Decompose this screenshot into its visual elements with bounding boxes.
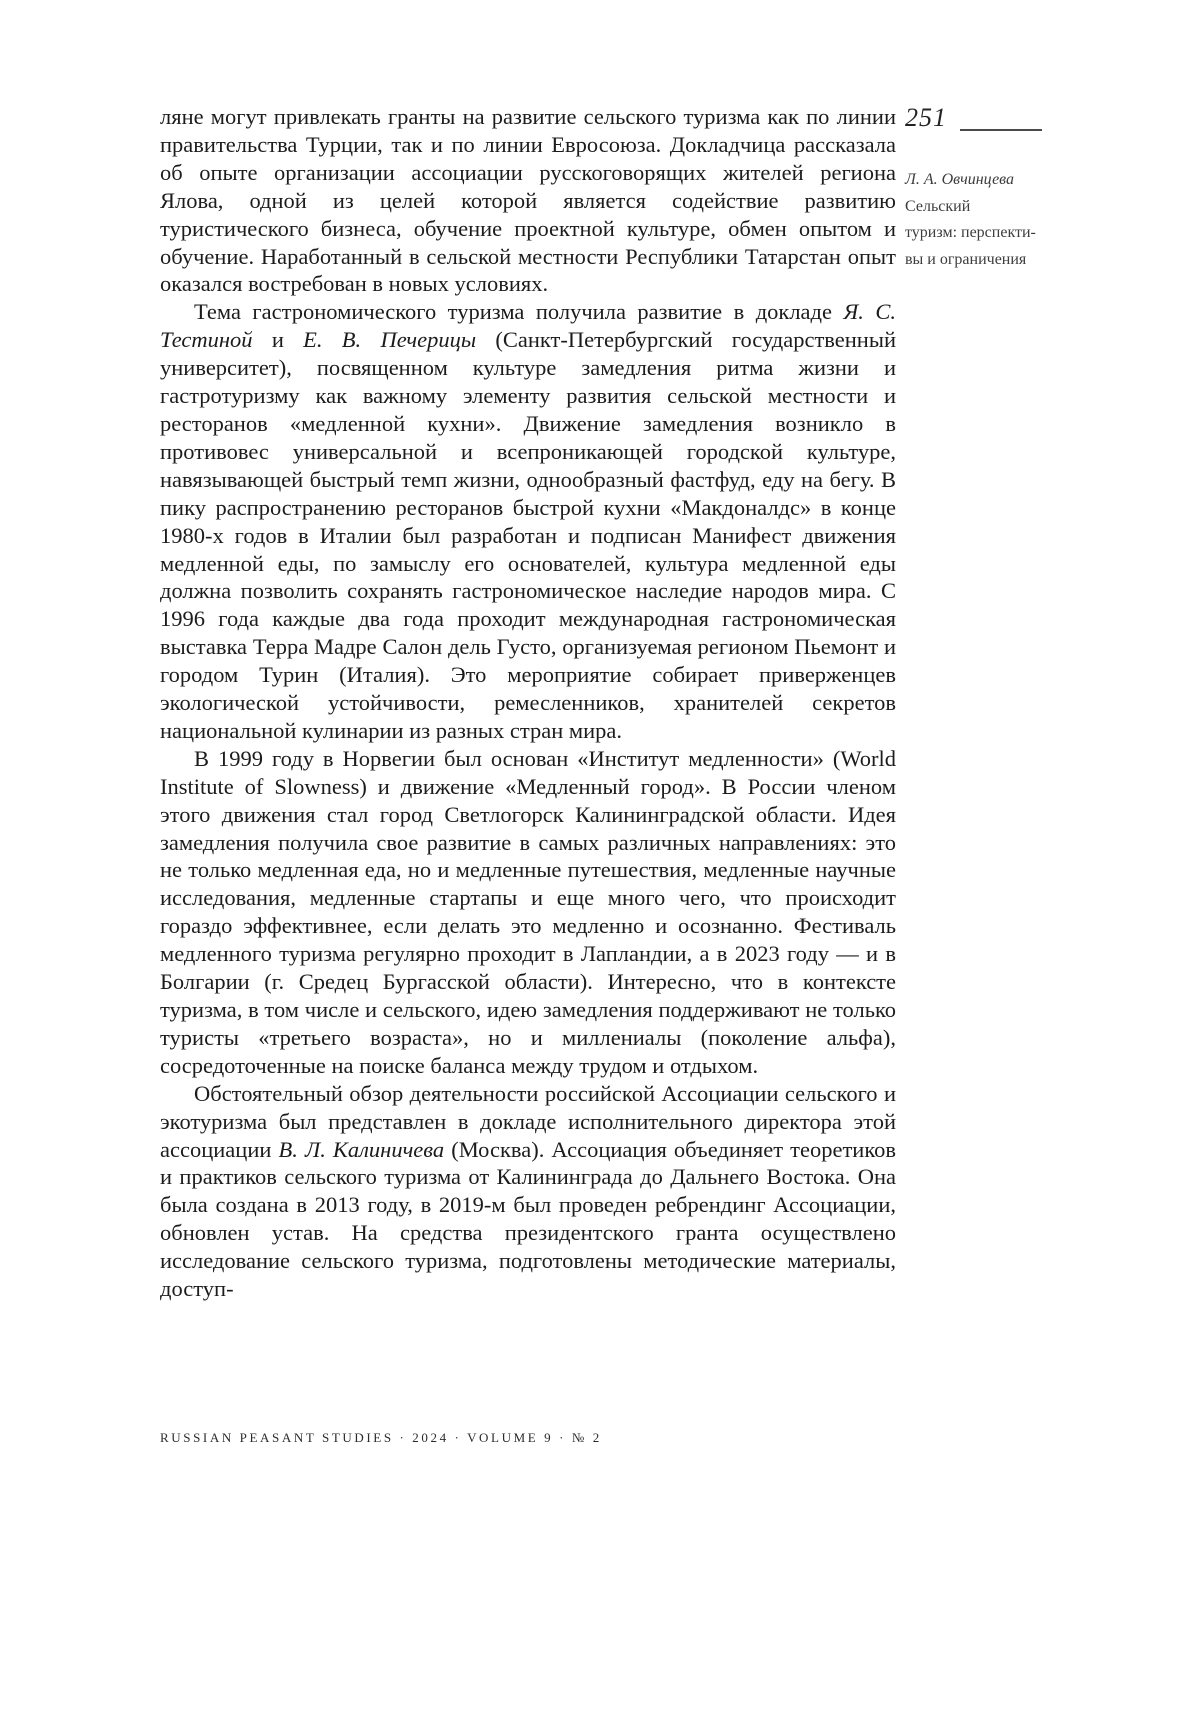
paragraph-2-conjunction: и [252, 327, 304, 353]
speaker-name-testina: Я. С. Тестиной [160, 299, 897, 353]
body-text-column [160, 103, 896, 1303]
running-head-title [905, 194, 1055, 274]
margin-note [905, 167, 1055, 273]
running-head-author: Л. А. Овчинцева [905, 171, 1015, 188]
journal-footer [160, 1430, 602, 1446]
paragraph-1-text: ляне могут привлекать гранты на развитие сельского туризма как по линии правительства Турции, так и по линии Евросоюза. Докладчица рассказала об опыте организации ассоциации русскоговорящих жителей региона Ялова, одной из целей которой является содействие развитию туристического бизнеса, обучение проектной культуре, обмен опытом и обучение. Наработанный в сельской местности Республики Татарстан опыт оказался востребован в новых условиях. [160, 104, 896, 297]
running-head-title-line-1: Сельский [905, 197, 971, 215]
paragraph-2 [160, 298, 896, 745]
paragraph-1 [160, 103, 896, 298]
paragraph-2-rest: (Санкт-Петербургский государственный университет), посвященном культуре замедления ритма жизни и гастротуризму как важному элементу развития сельской местности и ресторанов «медленной кухни». Движение замедления возникло в противовес универсальной и всепроникающей городской культуре, навязывающей быстрый темп жизни, однообразный фастфуд, еду на бегу. В пику распространению ресторанов быстрой кухни «Макдоналдс» в конце 1980-х годов в Италии был разработан и подписан Манифест движения медленной еды, по замыслу его основателей, культура медленной еды должна позволить сохранять гастрономическое наследие народов мира. С 1996 года каждые два года проходит международная гастрономическая выставка Терра Мадре Салон дель Густо, организуемая регионом Пьемонт и городом Турин (Италия). Это мероприятие собирает приверженцев экологической устойчивости, ремесленников, хранителей секретов национальной кулинарии из разных стран мира. [160, 327, 897, 743]
page-number: 251 [905, 103, 947, 132]
running-head-title-line-3: вы и ограничения [905, 250, 1027, 268]
speaker-name-kalinichev: В. Л. Калиничева [278, 1136, 445, 1162]
paragraph-4 [160, 1080, 896, 1303]
paragraph-2-lead: Тема гастрономического туризма получила развитие в докладе [194, 299, 844, 325]
paragraph-4-lead: Обстоятельный обзор деятельности российской Ассоциации сельского и экотуризма был представлен в докладе исполнительного директора этой ассоциации [160, 1080, 896, 1162]
paragraph-3 [160, 745, 896, 1080]
speaker-name-pecheritsa: Е. В. Печерицы [303, 327, 477, 353]
running-head-title-line-2: туризм: перспекти- [905, 224, 1036, 241]
paragraph-4-rest: (Москва). Ассоциация объединяет теоретиков и практиков сельского туризма от Калининграда до Дальнего Востока. Она была создана в 2013 году, в 2019-м был проведен ребрендинг Ассоциации, обновлен устав. На средства президентского гранта осуществлено исследование сельского туризма, подготовлены методические материалы, доступ- [160, 1136, 897, 1302]
paragraph-3-text: В 1999 году в Норвегии был основан «Институт медленности» (World Institute of Slowness) и движение «Медленный город». В России членом этого движения стал город Светлогорск Калининградской области. Идея замедления получила свое развитие в самых различных направлениях: это не только медленная еда, но и медленные путешествия, медленные научные исследования, медленные стартапы и еще много чего, что происходит гораздо эффективнее, если делать это медленно и осознанно. Фестиваль медленного туризма регулярно проходит в Лапландии, а в 2023 году — и в Болгарии (г. Средец Бургасской области). Интересно, что в контексте туризма, в том числе и сельского, идею замедления поддерживают не только туристы «третьего возраста», но и миллениалы (поколение альфа), сосредоточенные на поиске баланса между трудом и отдыхом. [160, 745, 896, 1078]
folio-rule [960, 129, 1042, 131]
journal-footer-text: RUSSIAN PEASANT STUDIES · 2024 · VOLUME 9 · № 2 [160, 1430, 602, 1445]
